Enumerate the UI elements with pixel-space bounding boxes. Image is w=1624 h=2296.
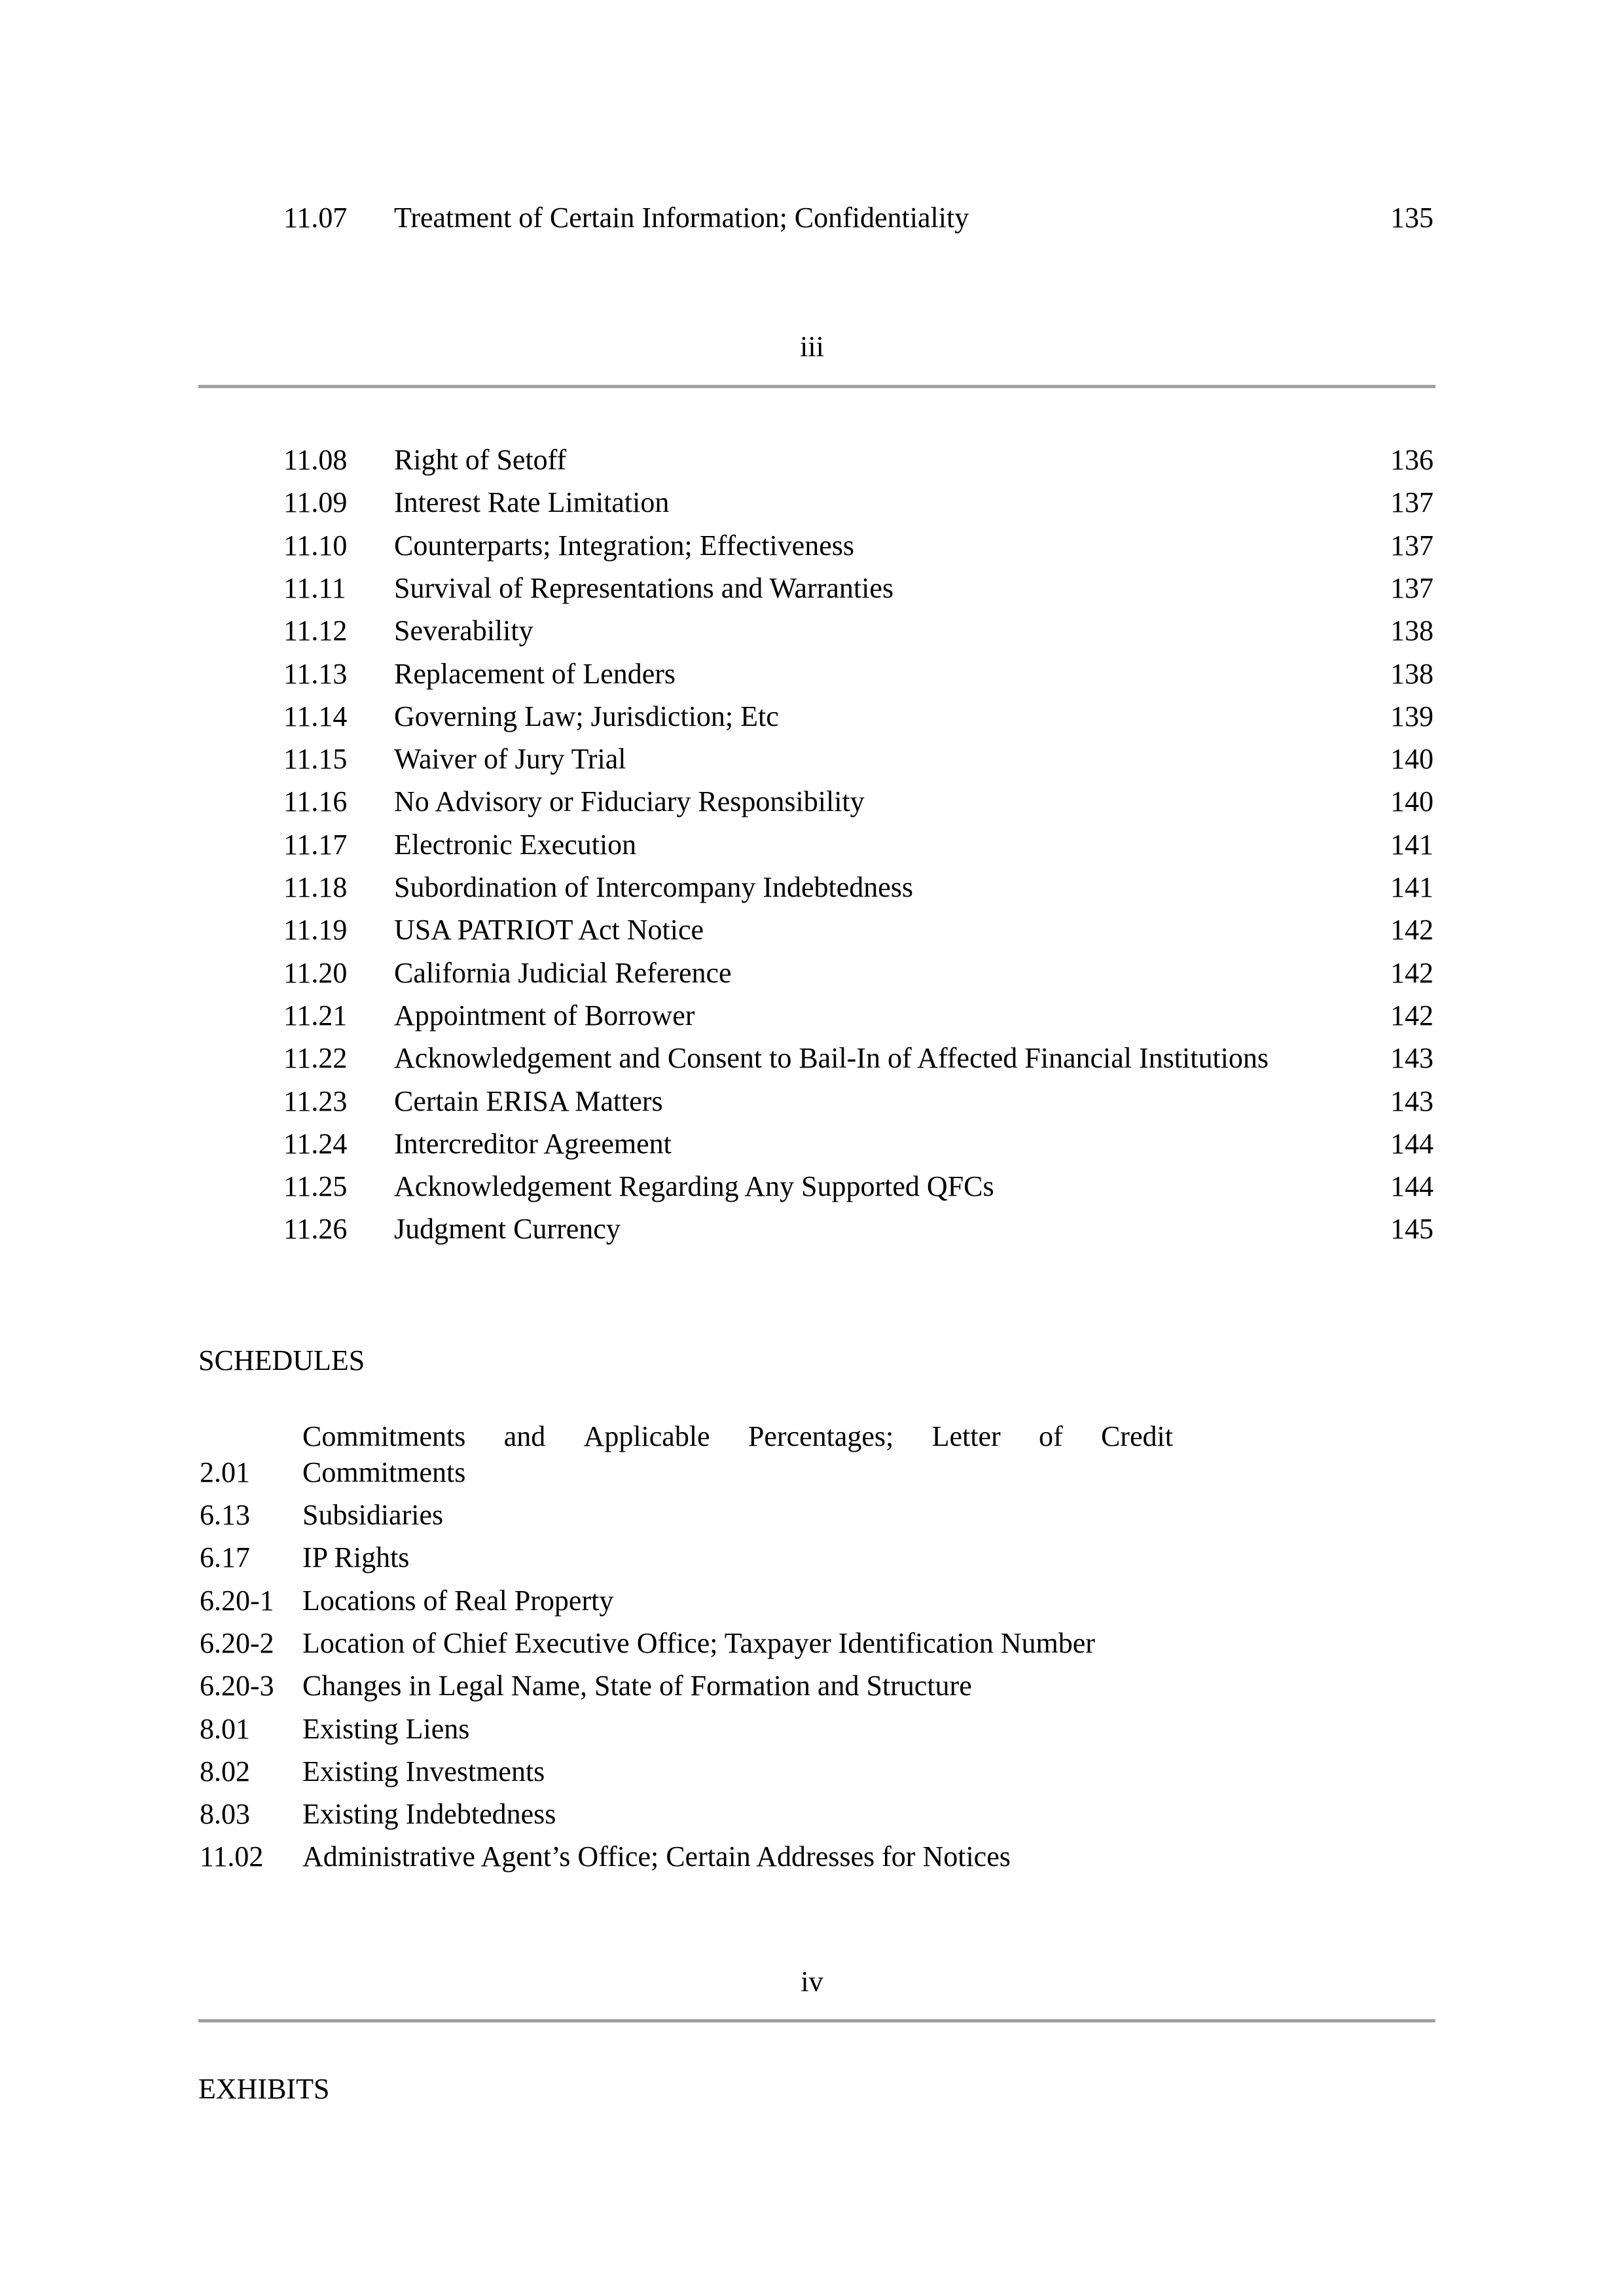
schedule-title-word: Letter <box>931 1420 1001 1452</box>
toc-entry-title: Counterparts; Integration; Effectiveness <box>394 529 854 562</box>
toc-entry-page: 140 <box>1390 743 1434 775</box>
toc-entry-number: 11.18 <box>283 871 348 903</box>
toc-entry-title: Acknowledgement and Consent to Bail-In of Affected Financial Institutions <box>394 1042 1269 1074</box>
toc-entry-title: Waiver of Jury Trial <box>394 743 626 775</box>
toc-entry-number: 11.07 <box>283 202 348 234</box>
schedule-entry-title: Administrative Agent’s Office; Certain Addresses for Notices <box>302 1840 1011 1873</box>
toc-entry-title: USA PATRIOT Act Notice <box>394 914 704 946</box>
schedule-entry-title-line-1 <box>302 1422 1173 1451</box>
toc-entry-number: 11.16 <box>283 785 348 817</box>
toc-entry-title: Right of Setoff <box>394 444 567 476</box>
toc-entry-page: 137 <box>1390 529 1434 562</box>
exhibits-heading: EXHIBITS <box>198 2073 330 2105</box>
toc-entry-number: 11.08 <box>283 444 348 476</box>
schedule-entry-title-line-2: Commitments <box>302 1456 466 1488</box>
toc-entry-page: 142 <box>1390 957 1434 989</box>
toc-entry-page: 144 <box>1390 1170 1434 1202</box>
toc-entry-page: 138 <box>1390 658 1434 690</box>
toc-entry-page: 141 <box>1390 829 1434 861</box>
page-number: iii <box>800 331 824 363</box>
toc-entry-page: 139 <box>1390 700 1434 732</box>
toc-entry-title: Appointment of Borrower <box>394 999 695 1031</box>
schedule-title-word: and <box>503 1420 546 1452</box>
schedule-entry-number: 8.02 <box>200 1755 250 1787</box>
toc-entry-page: 141 <box>1390 871 1434 903</box>
toc-entry-page: 144 <box>1390 1128 1434 1160</box>
toc-entry-page: 142 <box>1390 914 1434 946</box>
schedule-entry-number: 2.01 <box>200 1456 250 1488</box>
toc-entry-number: 11.13 <box>283 658 348 690</box>
schedule-entry-number: 6.17 <box>200 1541 250 1573</box>
toc-entry-number: 11.19 <box>283 914 348 946</box>
toc-entry-title: Severability <box>394 615 533 647</box>
toc-entry-number: 11.15 <box>283 743 348 775</box>
toc-entry-page: 135 <box>1390 202 1434 234</box>
toc-entry-page: 143 <box>1390 1042 1434 1074</box>
schedule-title-word: Percentages; <box>748 1420 894 1452</box>
schedule-entry-title: Changes in Legal Name, State of Formation and Structure <box>302 1670 972 1702</box>
schedule-entry-title: Location of Chief Executive Office; Taxpayer Identification Number <box>302 1627 1095 1659</box>
toc-entry-title: Judgment Currency <box>394 1213 621 1245</box>
schedule-title-word: of <box>1038 1420 1063 1452</box>
toc-entry-number: 11.09 <box>283 486 348 518</box>
schedule-title-word: Commitments <box>302 1420 466 1452</box>
toc-entry-number: 11.22 <box>283 1042 348 1074</box>
schedule-entry-number: 8.03 <box>200 1798 250 1830</box>
toc-entry-number: 11.11 <box>283 572 346 604</box>
toc-entry-number: 11.14 <box>283 700 348 732</box>
schedule-entry-title: Locations of Real Property <box>302 1585 614 1617</box>
toc-entry-page: 145 <box>1390 1213 1434 1245</box>
schedule-entry-number: 8.01 <box>200 1713 250 1745</box>
toc-entry-title: Replacement of Lenders <box>394 658 676 690</box>
toc-entry-title: Electronic Execution <box>394 829 637 861</box>
toc-entry-page: 140 <box>1390 785 1434 817</box>
schedule-entry-number: 6.20-2 <box>200 1627 274 1659</box>
toc-entry-title: Treatment of Certain Information; Confidentiality <box>394 202 969 234</box>
schedule-entry-title: Existing Investments <box>302 1755 545 1787</box>
toc-entry-title: Intercreditor Agreement <box>394 1128 672 1160</box>
page-break-divider <box>198 2019 1435 2022</box>
toc-entry-title: Survival of Representations and Warranties <box>394 572 893 604</box>
toc-entry-title: Governing Law; Jurisdiction; Etc <box>394 700 779 732</box>
toc-entry-number: 11.17 <box>283 829 348 861</box>
toc-entry-title: Acknowledgement Regarding Any Supported QFCs <box>394 1170 994 1202</box>
schedule-entry-number: 6.20-1 <box>200 1585 274 1617</box>
toc-entry-title: Subordination of Intercompany Indebtedness <box>394 871 914 903</box>
schedule-entry-number: 6.13 <box>200 1499 250 1531</box>
toc-entry-number: 11.12 <box>283 615 348 647</box>
schedules-heading: SCHEDULES <box>198 1344 365 1376</box>
toc-entry-number: 11.20 <box>283 957 348 989</box>
toc-entry-number: 11.24 <box>283 1128 348 1160</box>
schedule-title-word: Credit <box>1100 1420 1173 1452</box>
page-break-divider <box>198 385 1435 388</box>
toc-entry-page: 137 <box>1390 486 1434 518</box>
toc-entry-number: 11.25 <box>283 1170 348 1202</box>
schedule-entry-number: 6.20-3 <box>200 1670 274 1702</box>
toc-entry-number: 11.21 <box>283 999 348 1031</box>
toc-entry-page: 142 <box>1390 999 1434 1031</box>
schedule-entry-title: Existing Liens <box>302 1713 470 1745</box>
schedule-entry-title: Subsidiaries <box>302 1499 444 1531</box>
toc-entry-page: 136 <box>1390 444 1434 476</box>
toc-entry-title: Certain ERISA Matters <box>394 1085 663 1117</box>
toc-entry-page: 138 <box>1390 615 1434 647</box>
schedule-entry-title: Existing Indebtedness <box>302 1798 556 1830</box>
toc-entry-title: Interest Rate Limitation <box>394 486 670 518</box>
schedule-title-word: Applicable <box>583 1420 710 1452</box>
toc-entry-number: 11.23 <box>283 1085 348 1117</box>
schedule-entry-number: 11.02 <box>200 1840 264 1873</box>
toc-entry-title: California Judicial Reference <box>394 957 732 989</box>
schedule-entry-title: IP Rights <box>302 1541 410 1573</box>
toc-entry-number: 11.10 <box>283 529 348 562</box>
toc-entry-page: 137 <box>1390 572 1434 604</box>
page-number: iv <box>801 1965 823 1998</box>
toc-entry-title: No Advisory or Fiduciary Responsibility <box>394 785 865 817</box>
toc-entry-number: 11.26 <box>283 1213 348 1245</box>
toc-entry-page: 143 <box>1390 1085 1434 1117</box>
